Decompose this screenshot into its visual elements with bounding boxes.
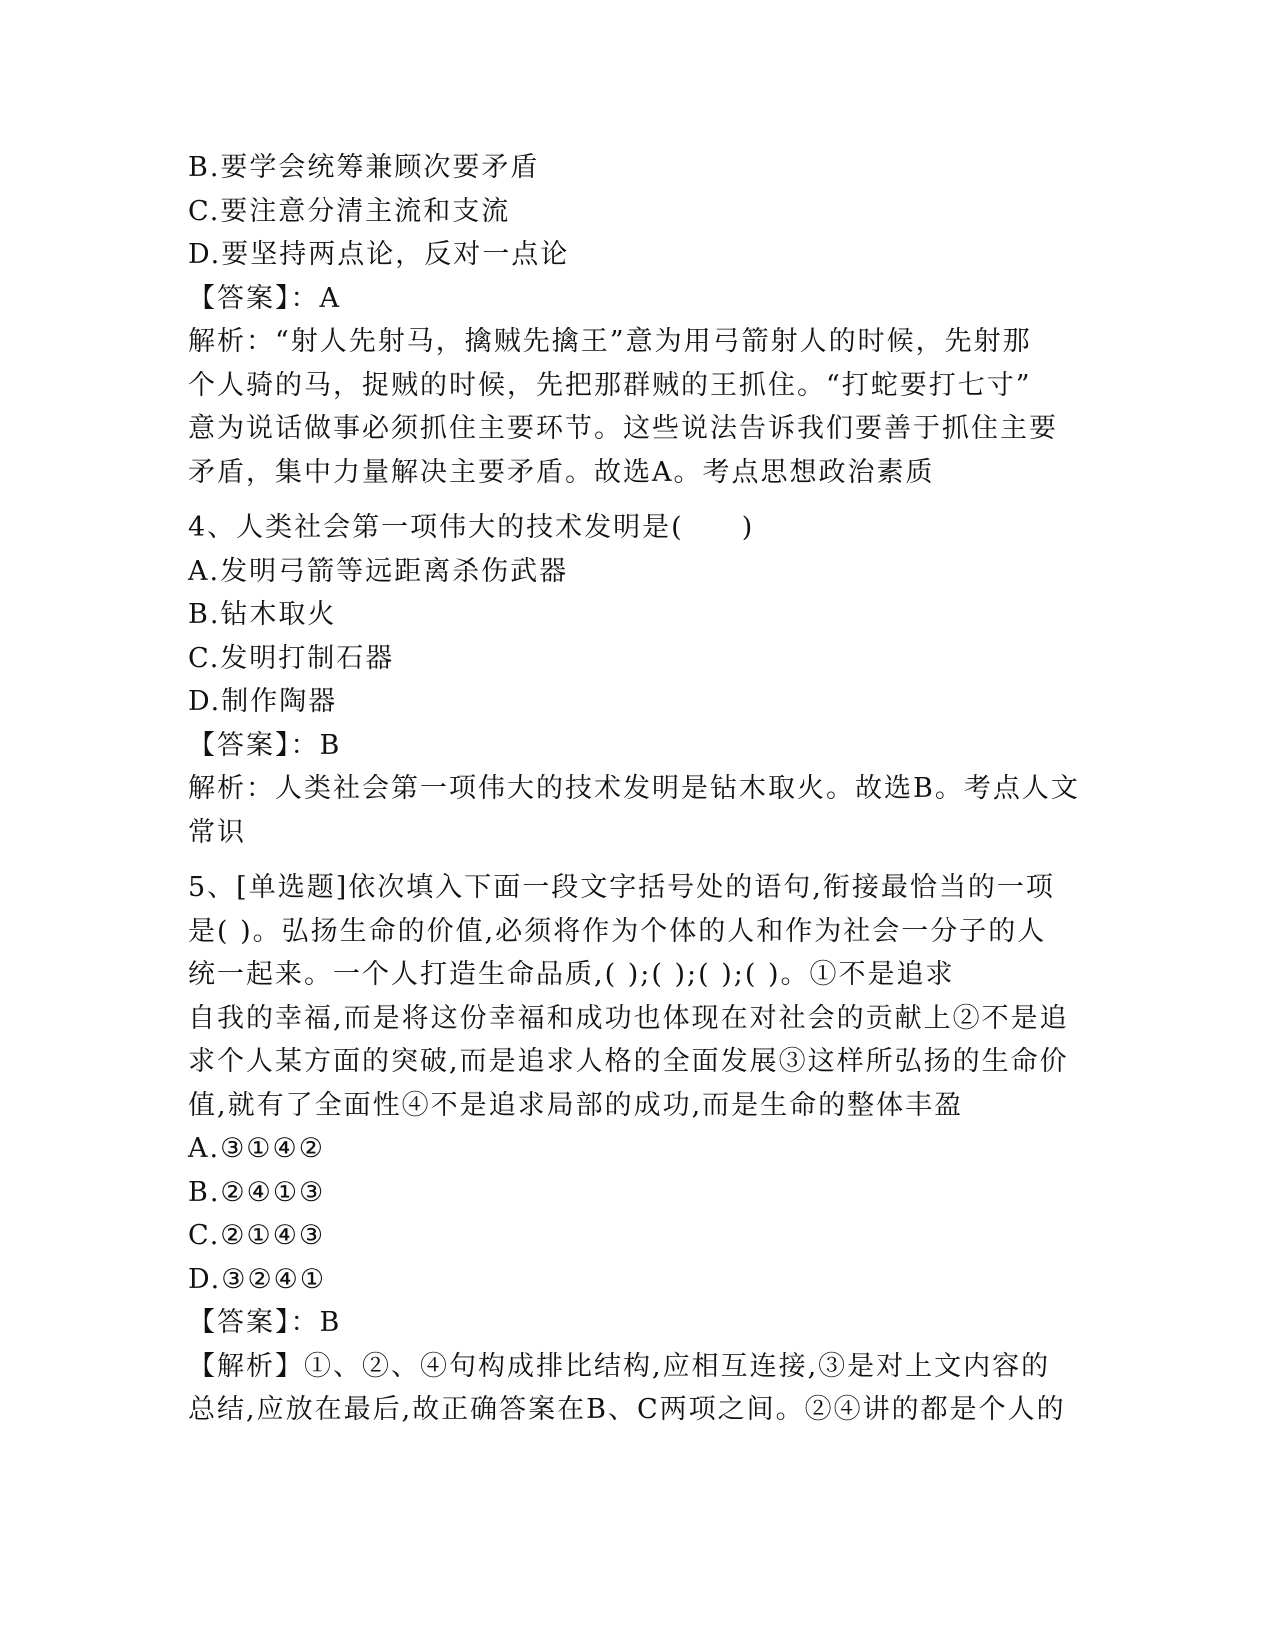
option-b: B.要学会统筹兼顾次要矛盾 bbox=[188, 152, 540, 183]
explanation-line: 矛盾，集中力量解决主要矛盾。故选A。考点思想政治素质 bbox=[188, 456, 935, 488]
option-d: D.制作陶器 bbox=[188, 686, 338, 717]
question-5 bbox=[188, 866, 1088, 1432]
question-stem-line: 统一起来。一个人打造生命品质,( );( );( );( )。①不是追求 bbox=[188, 959, 955, 990]
question-stem-line: 5、[单选题]依次填入下面一段文字括号处的语句,衔接最恰当的一项 bbox=[188, 872, 1055, 903]
section-gap bbox=[188, 854, 1088, 866]
explanation-line: 常识 bbox=[188, 816, 246, 848]
option-c: C.②①④③ bbox=[188, 1220, 326, 1251]
section-gap bbox=[188, 494, 1088, 506]
explanation-line: 个人骑的马，捉贼的时候，先把那群贼的王抓住。“打蛇要打七寸” bbox=[188, 369, 1032, 401]
question-stem-line: 值,就有了全面性④不是追求局部的成功,而是生命的整体丰盈 bbox=[188, 1089, 964, 1121]
explanation-line: 总结,应放在最后,故正确答案在B、C两项之间。②④讲的都是个人的 bbox=[188, 1394, 1066, 1425]
question-stem-line: 是( )。弘扬生命的价值,必须将作为个体的人和作为社会一分子的人 bbox=[188, 915, 1047, 947]
answer: 【答案】：B bbox=[188, 1307, 342, 1338]
question-stem-line: 自我的幸福,而是将这份幸福和成功也体现在对社会的贡献上②不是追 bbox=[188, 1002, 1069, 1034]
option-c: C.发明打制石器 bbox=[188, 642, 395, 674]
question-4 bbox=[188, 506, 1088, 854]
option-a: A.③①④② bbox=[188, 1133, 325, 1164]
document-body bbox=[188, 146, 1088, 1432]
option-a: A.发明弓箭等远距离杀伤武器 bbox=[188, 555, 569, 587]
option-b: B.②④①③ bbox=[188, 1176, 326, 1208]
option-d: D.③②④① bbox=[188, 1263, 327, 1295]
explanation-line: 解析：人类社会第一项伟大的技术发明是钻木取火。故选B。考点人文 bbox=[188, 773, 1080, 804]
question-stem: 4、人类社会第一项伟大的技术发明是( ) bbox=[188, 512, 755, 543]
explanation-line: 解析：“射人先射马，擒贼先擒王”意为用弓箭射人的时候，先射那 bbox=[188, 326, 1032, 357]
option-d: D.要坚持两点论，反对一点论 bbox=[188, 239, 570, 270]
option-b: B.钻木取火 bbox=[188, 599, 337, 630]
explanation-line: 【解析】①、②、④句构成排比结构,应相互连接,③是对上文内容的 bbox=[188, 1350, 1051, 1382]
option-c: C.要注意分清主流和支流 bbox=[188, 195, 511, 227]
answer: 【答案】：B bbox=[188, 729, 342, 761]
question-stem-line: 求个人某方面的突破,而是追求人格的全面发展③这样所弘扬的生命价 bbox=[188, 1046, 1069, 1077]
explanation-line: 意为说话做事必须抓住主要环节。这些说法告诉我们要善于抓住主要 bbox=[188, 413, 1058, 444]
answer: 【答案】：A bbox=[188, 282, 341, 314]
question-3-tail bbox=[188, 146, 1088, 494]
